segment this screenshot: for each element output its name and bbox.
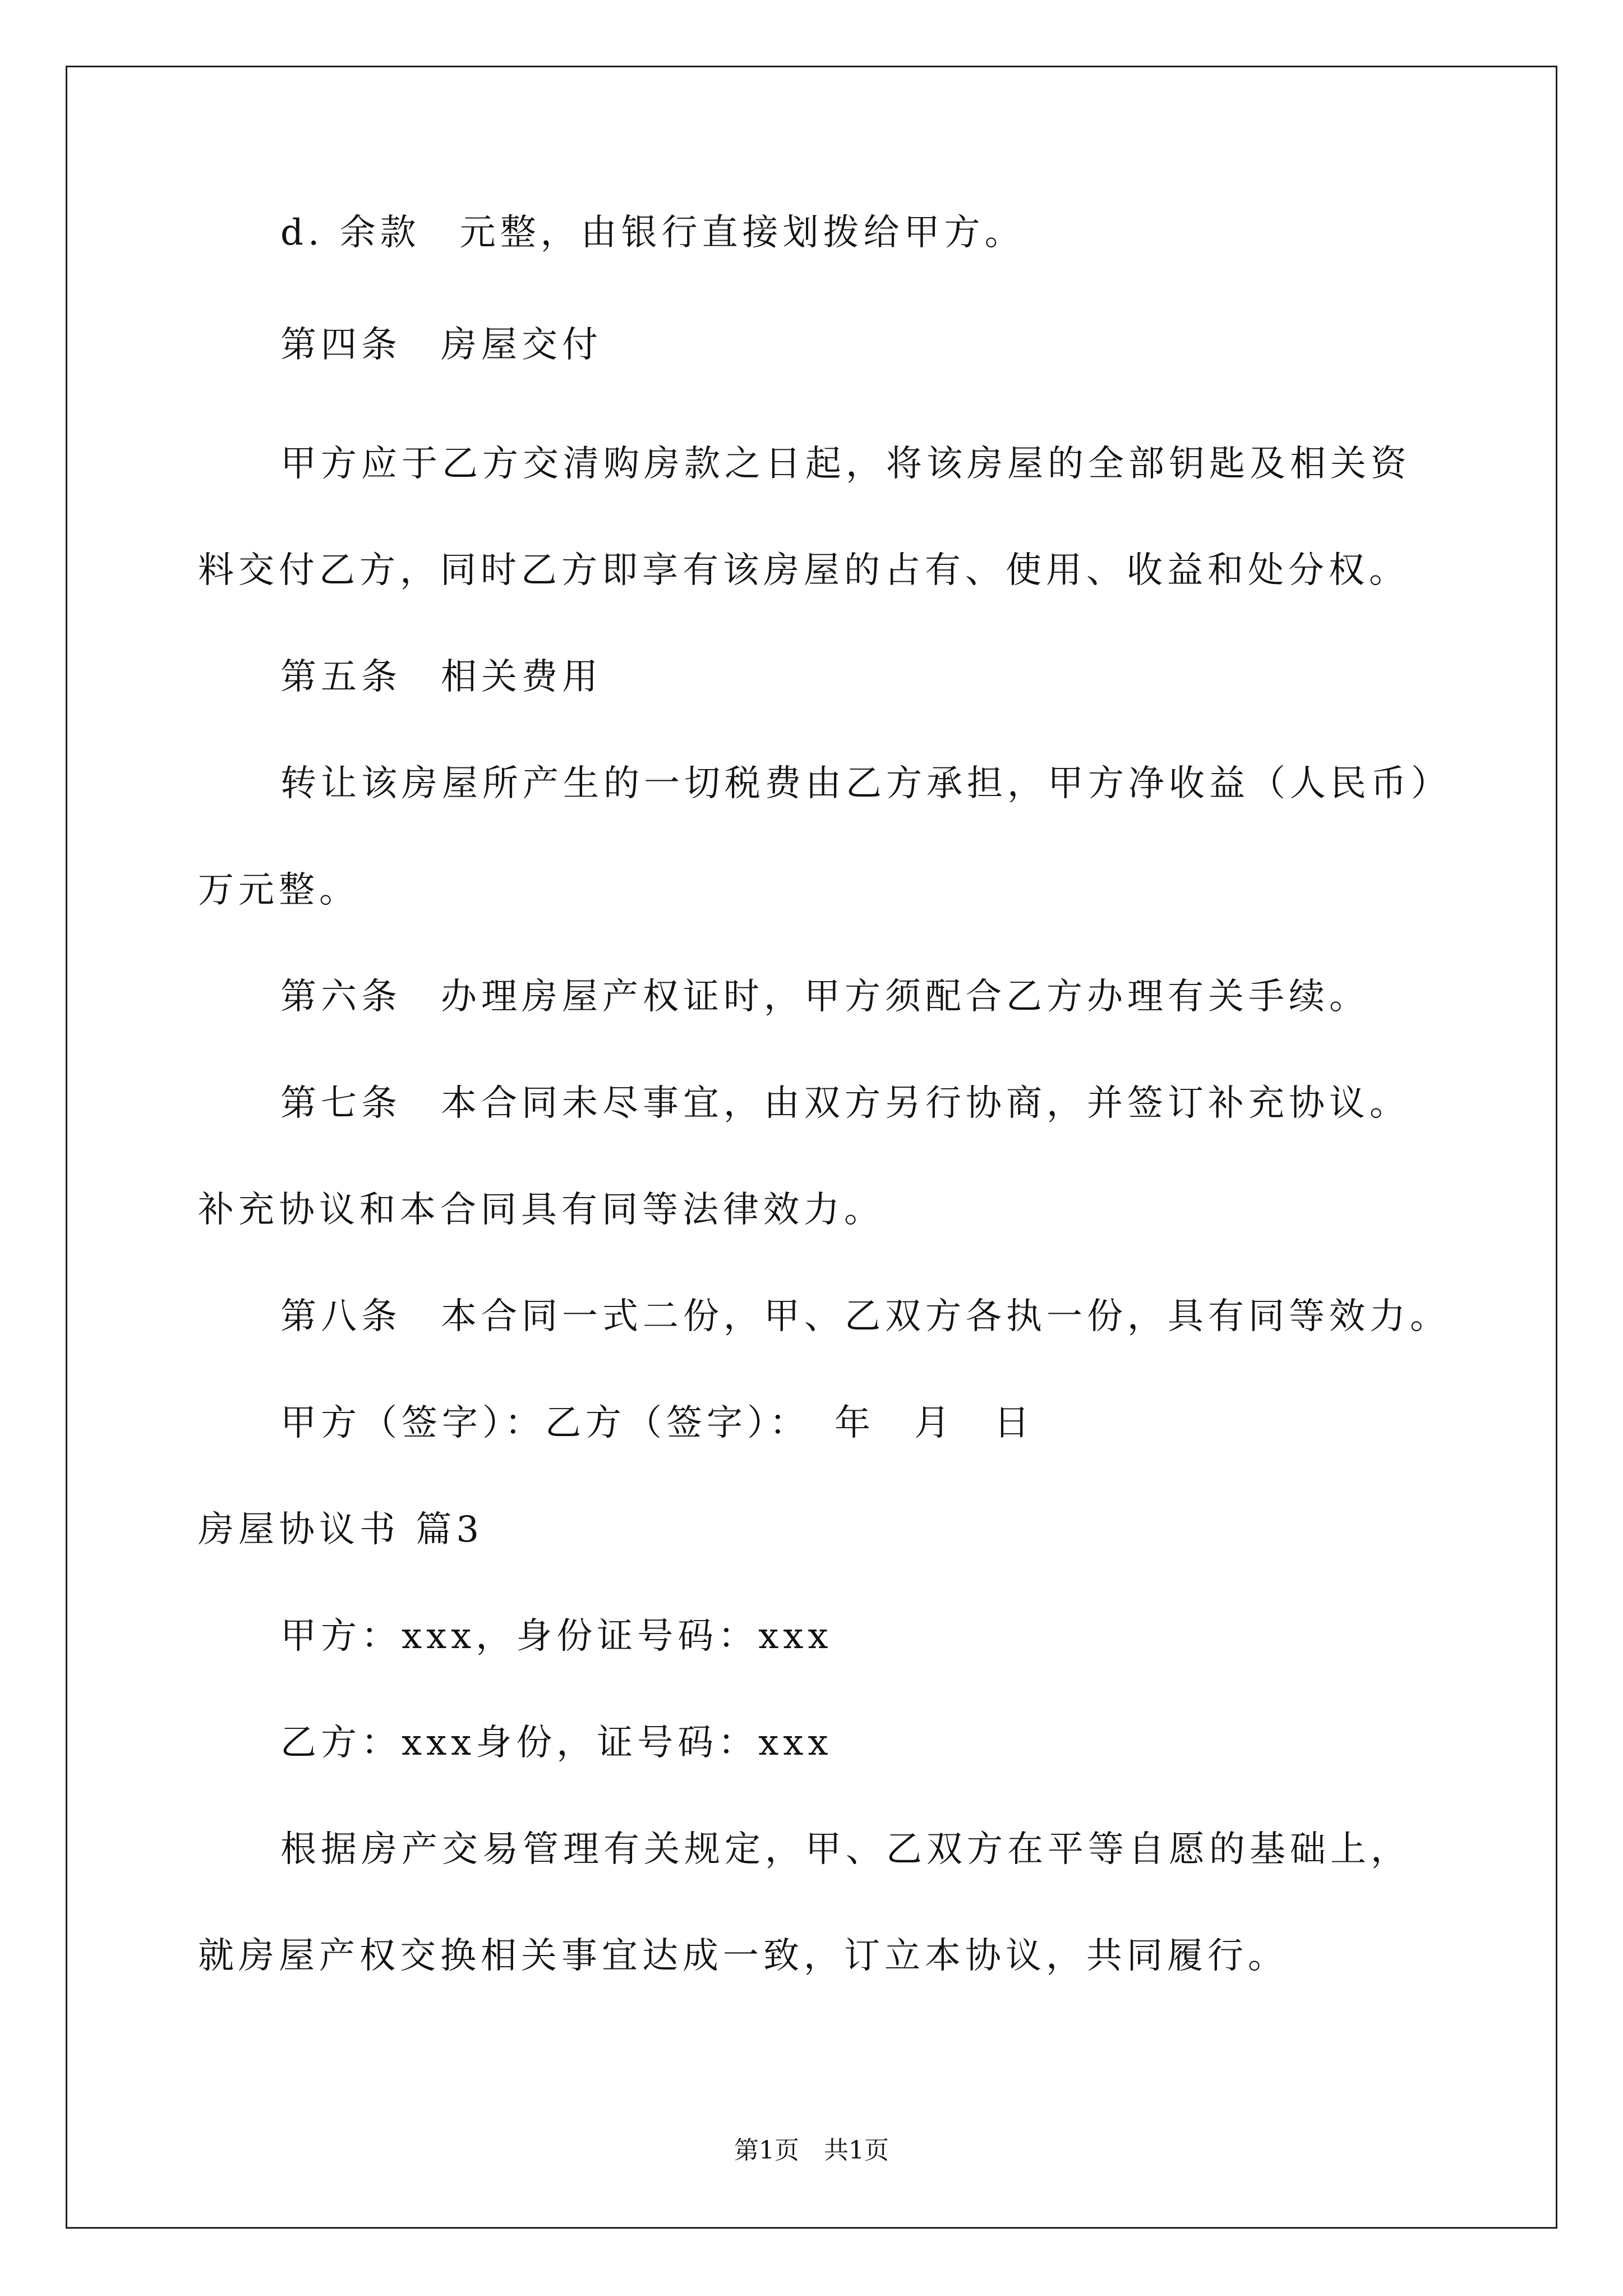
text-line (280, 1081, 1410, 1126)
page-border (66, 66, 1557, 2229)
text-segment: d. 余款 (280, 212, 421, 254)
article-number: 第五条 (280, 656, 402, 698)
text-segment: 办理房屋产权证时，甲方须配合乙方办理有关手续。 (441, 976, 1370, 1018)
section-heading (280, 323, 602, 367)
document-subtitle: 房屋协议书 篇3 (198, 1509, 484, 1550)
signature-line (280, 1401, 1034, 1446)
date-day-label: 日 (994, 1402, 1034, 1444)
text-line: 料交付乙方，同时乙方即享有该房屋的占有、使用、收益和处分权。 (198, 550, 1409, 591)
text-segment: 元整，由银行直接划拨给甲方。 (459, 212, 1025, 254)
date-month-label: 月 (914, 1402, 955, 1444)
article-title: 相关费用 (441, 656, 602, 698)
text-line (280, 974, 1370, 1019)
text-line: 甲方应于乙方交清购房款之日起，将该房屋的全部钥匙及相关资 (280, 443, 1411, 485)
text-line (280, 1294, 1450, 1339)
date-year-label: 年 (834, 1402, 875, 1444)
party-a-line: 甲方：xxx，身份证号码：xxx (280, 1616, 833, 1657)
text-line: 根据房产交易管理有关规定，甲、乙双方在平等自愿的基础上， (280, 1829, 1411, 1870)
text-segment: 本合同一式二份，甲、乙双方各执一份，具有同等效力。 (441, 1296, 1450, 1337)
article-number: 第四条 (280, 324, 402, 366)
text-line: 补充协议和本合同具有同等法律效力。 (198, 1189, 884, 1231)
text-line: 就房屋产权交换相关事宜达成一致，订立本协议，共同履行。 (198, 1935, 1288, 1977)
article-title: 房屋交付 (441, 324, 602, 366)
article-number: 第七条 (280, 1083, 402, 1124)
section-heading (280, 655, 602, 700)
page-footer: 第1页 共1页 (734, 2136, 889, 2165)
article-number: 第八条 (280, 1296, 402, 1337)
text-line: 万元整。 (198, 869, 359, 911)
text-line: 转让该房屋所产生的一切税费由乙方承担，甲方净收益（人民币） (280, 763, 1451, 804)
text-line (280, 210, 1025, 255)
article-number: 第六条 (280, 976, 402, 1018)
text-segment: 本合同未尽事宜，由双方另行协商，并签订补充协议。 (441, 1083, 1410, 1124)
party-b-line: 乙方：xxx身份，证号码：xxx (280, 1722, 833, 1764)
signature-labels: 甲方（签字）：乙方（签字）： (280, 1402, 810, 1444)
